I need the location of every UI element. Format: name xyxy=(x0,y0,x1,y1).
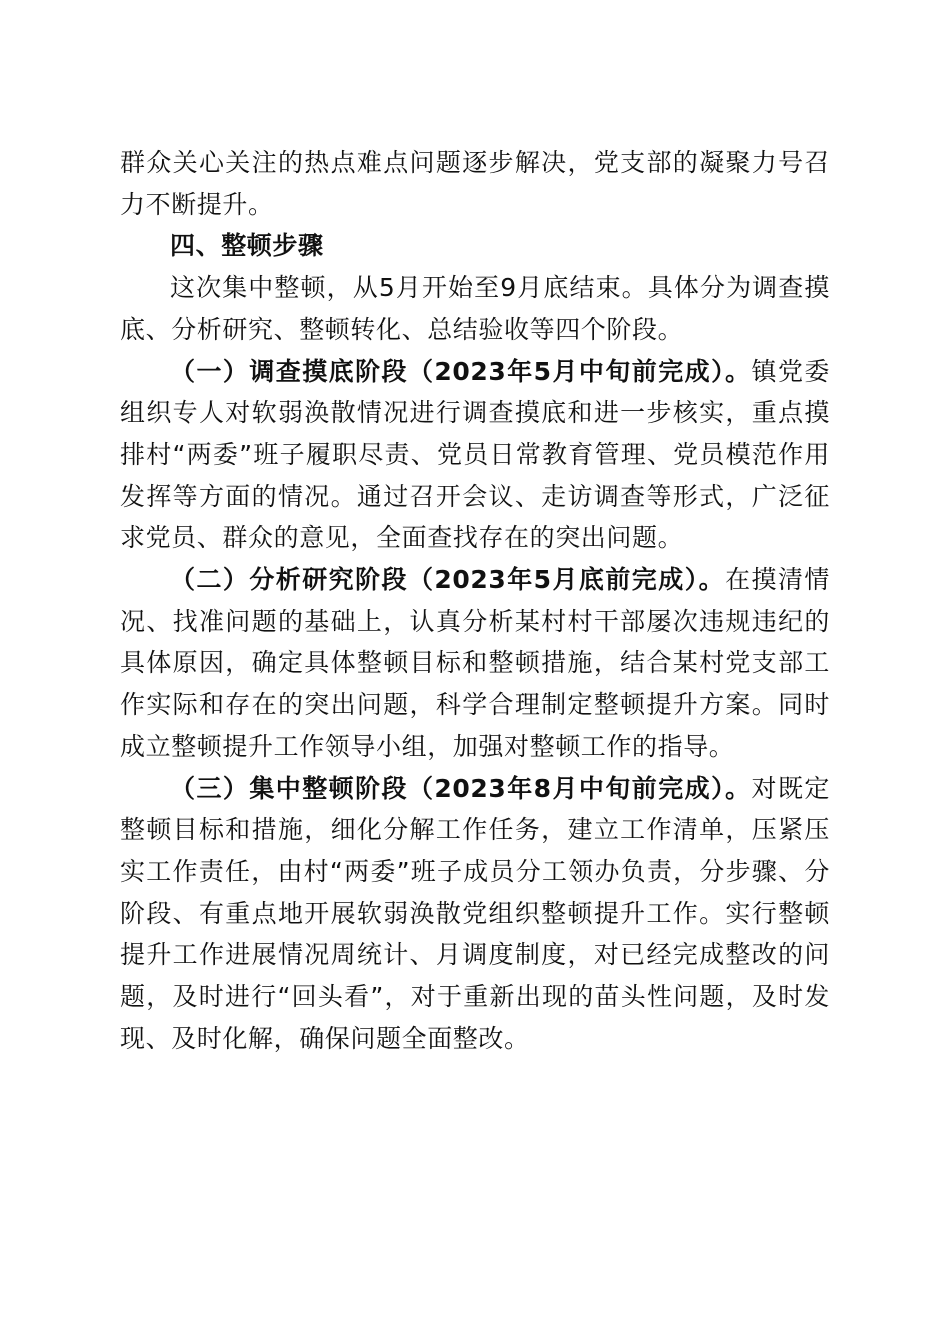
step-title-2: （二）分析研究阶段（2023年5月底前完成）。 xyxy=(170,565,726,595)
continuation-paragraph: 群众关心关注的热点难点问题逐步解决，党支部的凝聚力号召力不断提升。 xyxy=(120,148,830,219)
step-body-1: 镇党委组织专人对软弱涣散情况进行调查摸底和进一步核实，重点摸排村“两委”班子履职尽责、党员日常教育管理、党员模范作用发挥等方面的情况。通过召开会议、走访调查等形式，广泛征求党员、群众的意见，全面查找存在的突出问题。 xyxy=(120,356,830,553)
step-paragraph-2 xyxy=(120,559,830,768)
step-paragraph-1 xyxy=(120,351,830,560)
step-paragraph-3 xyxy=(120,768,830,1060)
step-body-2: 在摸清情况、找准问题的基础上，认真分析某村村干部屡次违规违纪的具体原因，确定具体整顿目标和整顿措施，结合某村党支部工作实际和存在的突出问题，科学合理制定整顿提升方案。同时成立整顿提升工作领导小组，加强对整顿工作的指导。 xyxy=(120,565,830,761)
step-title-1: （一）调查摸底阶段（2023年5月中旬前完成）。 xyxy=(170,356,752,386)
document-body xyxy=(120,142,830,1059)
step-body-3: 对既定整顿目标和措施，细化分解工作任务，建立工作清单，压紧压实工作责任，由村“两委”班子成员分工领办负责，分步骤、分阶段、有重点地开展软弱涣散党组织整顿提升工作。实行整顿提升工作进展情况周统计、月调度制度，对已经完成整改的问题，及时进行“回头看”，对于重新出现的苗头性问题，及时发现、及时化解，确保问题全面整改。 xyxy=(120,773,830,1053)
step-title-3: （三）集中整顿阶段（2023年8月中旬前完成）。 xyxy=(170,773,752,803)
section-heading: 四、整顿步骤 xyxy=(170,231,324,261)
intro-paragraph: 这次集中整顿，从5月开始至9月底结束。具体分为调查摸底、分析研究、整顿转化、总结验收等四个阶段。 xyxy=(120,273,830,344)
